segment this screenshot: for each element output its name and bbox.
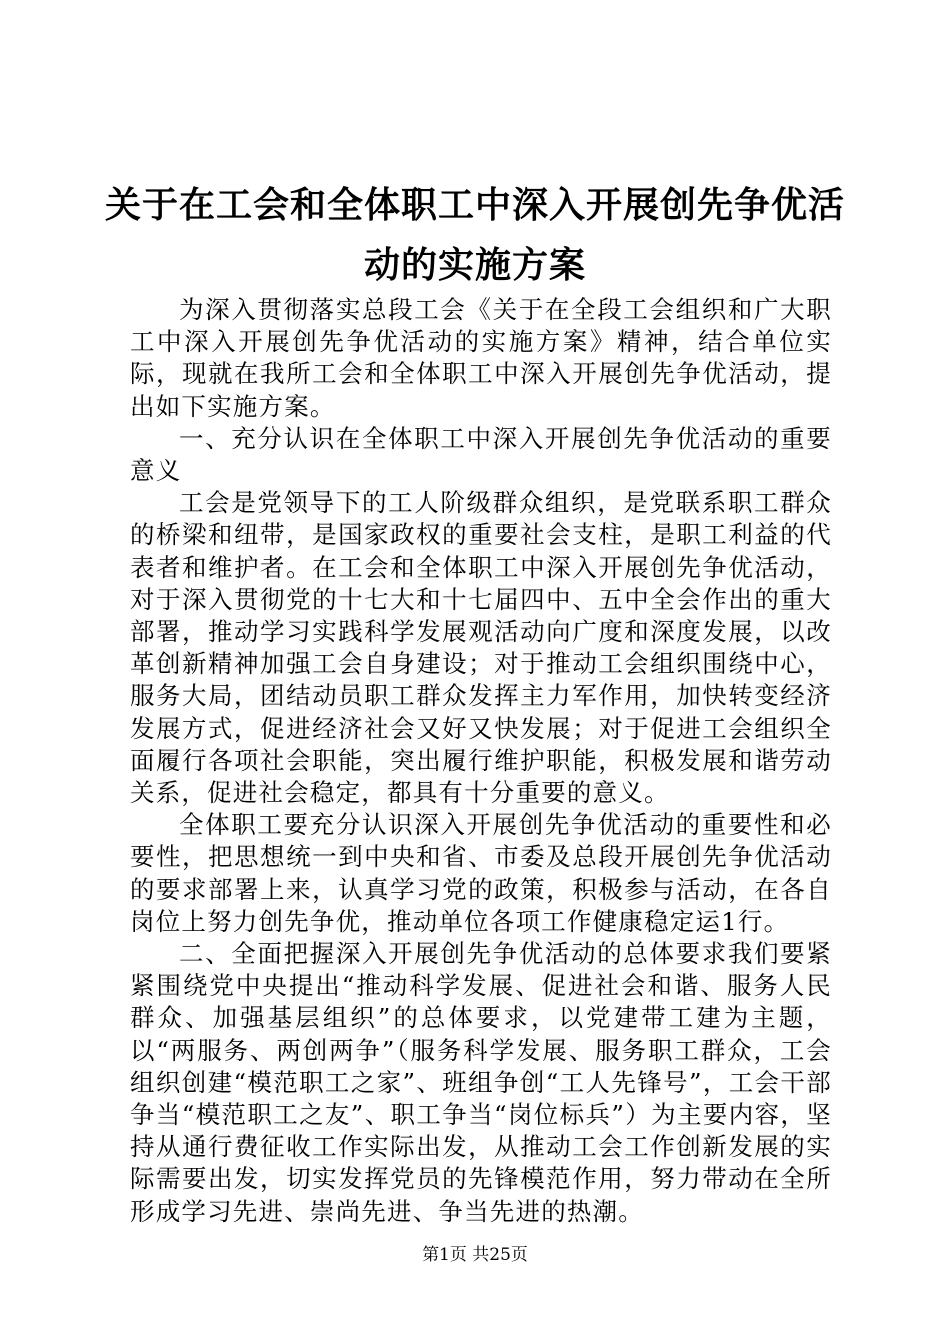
page-number-footer: 第1页 共25页 — [422, 1245, 528, 1265]
paragraph-intro: 为深入贯彻落实总段工会《关于在全段工会组织和广大职工中深入开展创先争优活动的实施方案》精神，结合单位实际，现就在我所工会和全体职工中深入开展创先争优活动，提出如下实施方案。 — [130, 295, 832, 421]
document-body — [130, 294, 832, 1228]
section-heading-2-paragraph: 二、全面把握深入开展创先争优活动的总体要求我们要紧紧围绕党中央提出“推动科学发展、促进社会和谐、服务人民群众、加强基层组织”的总体要求，以党建带工建为主题，以“两服务、两创两争”（服务科学发展、服务职工群众，工会组织创建“模范职工之家”、班组争创“工人先锋号”，工会干部争当“模范职工之友”、职工争当“岗位标兵”）为主要内容，坚持从通行费征收工作实际出发，从推动工会工作创新发展的实际需要出发，切实发挥党员的先锋模范作用，努力带动在全所形成学习先进、崇尚先进、争当先进的热潮。 — [130, 939, 832, 1226]
document-title-line-1: 关于在工会和全体职工中深入开展创先争优活 — [104, 185, 845, 226]
section-heading-1: 一、充分认识在全体职工中深入开展创先争优活动的重要意义 — [130, 423, 832, 486]
paragraph-union-role: 工会是党领导下的工人阶级群众组织，是党联系职工群众的桥梁和纽带，是国家政权的重要社会支柱，是职工利益的代表者和维护者。在工会和全体职工中深入开展创先争优活动，对于深入贯彻党的十七大和十七届四中、五中全会作出的重大部署，推动学习实践科学发展观活动向广度和深度发展，以改革创新精神加强工会自身建设；对于推动工会组织围绕中心，服务大局，团结动员职工群众发挥主力军作用，加快转变经济发展方式，促进经济社会又好又快发展；对于促进工会组织全面履行各项社会职能，突出履行维护职能，积极发展和谐劳动关系，促进社会稳定，都具有十分重要的意义。 — [130, 488, 832, 808]
paragraph-all-staff: 全体职工要充分认识深入开展创先争优活动的重要性和必要性，把思想统一到中央和省、市委及总段开展创先争优活动的要求部署上来，认真学习党的政策，积极参与活动，在各自岗位上努力创先争优，推动单位各项工作健康稳定运1行。 — [130, 810, 832, 936]
document-title-line-2: 动的实施方案 — [363, 245, 586, 286]
